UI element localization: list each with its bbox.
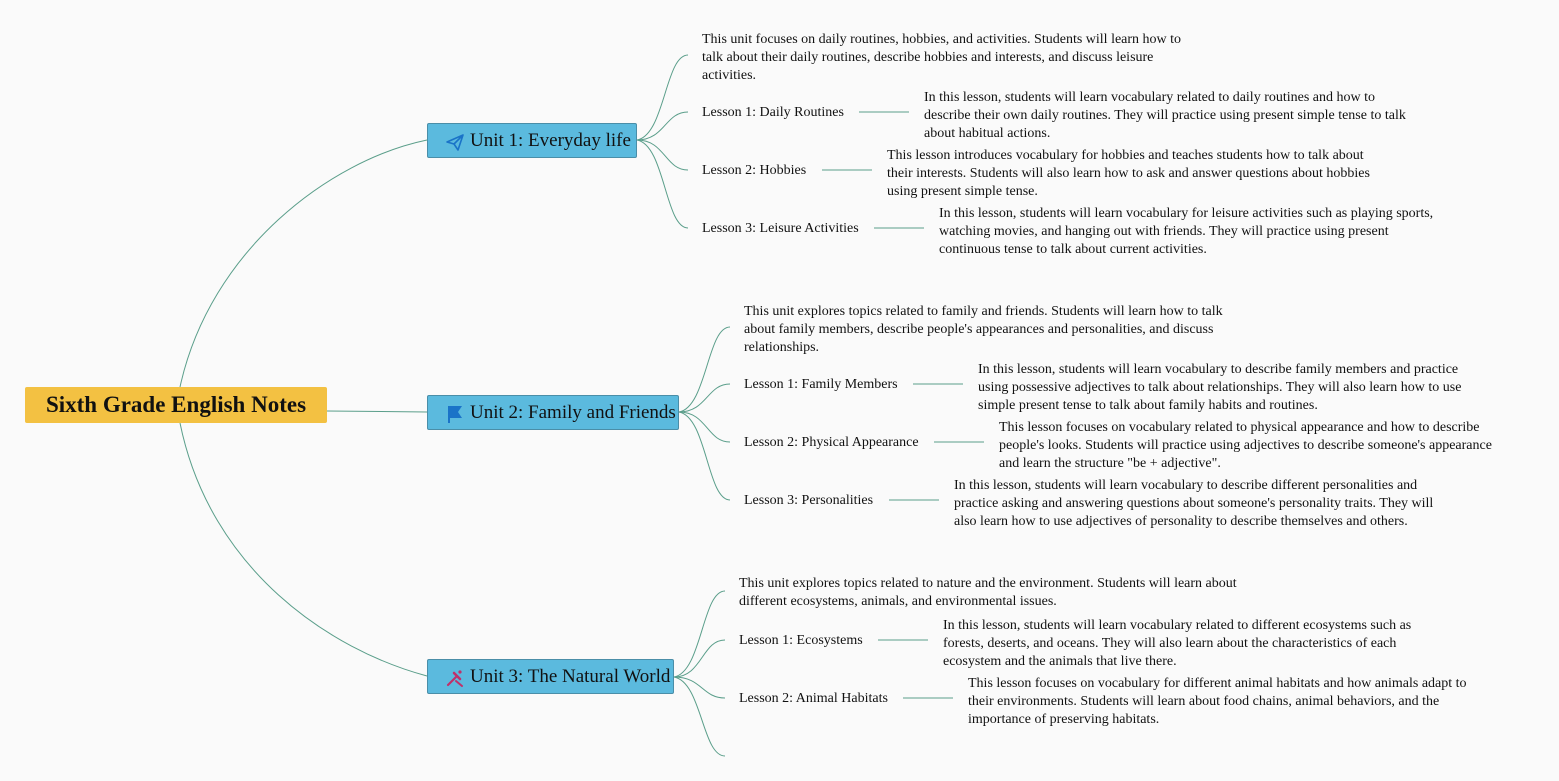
unit-1-summary[interactable]: This unit focuses on daily routines, hobbies, and activities. Students will learn how to talk about their daily routines, describe hobbies and interests, and discuss leisure activities. xyxy=(702,32,1182,83)
unit-2-title: Unit 2: Family and Friends xyxy=(470,402,676,423)
unit-2-lesson-2-note[interactable]: This lesson focuses on vocabulary related to physical appearance and how to describe people's looks. Students will practice using adjectives to describe someone's appearance and learn the structure "be + adjective". xyxy=(999,420,1492,471)
unit-3-lesson-1[interactable]: Lesson 1: Ecosystems xyxy=(739,633,863,648)
unit-3-title: Unit 3: The Natural World xyxy=(470,666,671,687)
unit-1-lesson-1[interactable]: Lesson 1: Daily Routines xyxy=(702,105,844,120)
unit-3-lesson-2[interactable]: Lesson 2: Animal Habitats xyxy=(739,691,888,706)
unit-2-lesson-3-note[interactable]: In this lesson, students will learn vocabulary to describe different personalities and practice asking and answering questions about someone's personality traits. They will also learn how to use adjectives of personality to describe themselves and others. xyxy=(954,478,1434,529)
unit-2-lesson-3[interactable]: Lesson 3: Personalities xyxy=(744,493,874,508)
unit-1-lesson-2[interactable]: Lesson 2: Hobbies xyxy=(702,163,807,178)
mindmap-root[interactable]: Sixth Grade English Notes xyxy=(25,387,327,423)
flag-icon xyxy=(445,404,465,424)
unit-2-lesson-1-note[interactable]: In this lesson, students will learn vocabulary to describe family members and practice using possessive adjectives to talk about relationships. They will also learn how to use simple present tense to talk about family habits and routines. xyxy=(978,362,1462,413)
unit-2-summary[interactable]: This unit explores topics related to family and friends. Students will learn how to talk about family members, describe people's appearances and personalities, and discuss relationships. xyxy=(744,304,1223,355)
paper-plane-icon xyxy=(445,132,465,152)
unit-3-node[interactable] xyxy=(427,659,674,694)
unit-1-lesson-1-note[interactable]: In this lesson, students will learn vocabulary related to daily routines and how to describe their own daily routines. They will practice using present simple tense to talk about habitual actions. xyxy=(924,90,1406,141)
unit-1-lesson-3-note[interactable]: In this lesson, students will learn vocabulary for leisure activities such as playing sports, watching movies, and hanging out with friends. They will practice using present continuous tense to talk about current activities. xyxy=(939,206,1434,257)
unit-1-lesson-2-note[interactable]: This lesson introduces vocabulary for hobbies and teaches students how to talk about their interests. Students will also learn how to ask and answer questions about hobbies using present simple tense. xyxy=(887,148,1370,199)
unit-3-lesson-1-note[interactable]: In this lesson, students will learn vocabulary related to different ecosystems such as forests, deserts, and oceans. They will also learn about the characteristics of each ecosystem and the animals that live there. xyxy=(943,618,1412,669)
unit-1-title: Unit 1: Everyday life xyxy=(470,130,631,151)
unit-2-lesson-2[interactable]: Lesson 2: Physical Appearance xyxy=(744,435,919,450)
unit-2-node[interactable] xyxy=(427,395,679,430)
unit-3-lesson-2-note[interactable]: This lesson focuses on vocabulary for different animal habitats and how animals adapt to their environments. Students will learn about food chains, animal behaviors, and the importance of preserving habitats. xyxy=(968,676,1467,727)
unit-1-node[interactable] xyxy=(427,123,637,158)
unit-2-lesson-1[interactable]: Lesson 1: Family Members xyxy=(744,377,898,392)
tools-icon xyxy=(445,668,465,688)
unit-3-summary[interactable]: This unit explores topics related to nature and the environment. Students will learn about different ecosystems, animals, and environmental issues. xyxy=(739,576,1237,609)
unit-1-lesson-3[interactable]: Lesson 3: Leisure Activities xyxy=(702,221,859,236)
